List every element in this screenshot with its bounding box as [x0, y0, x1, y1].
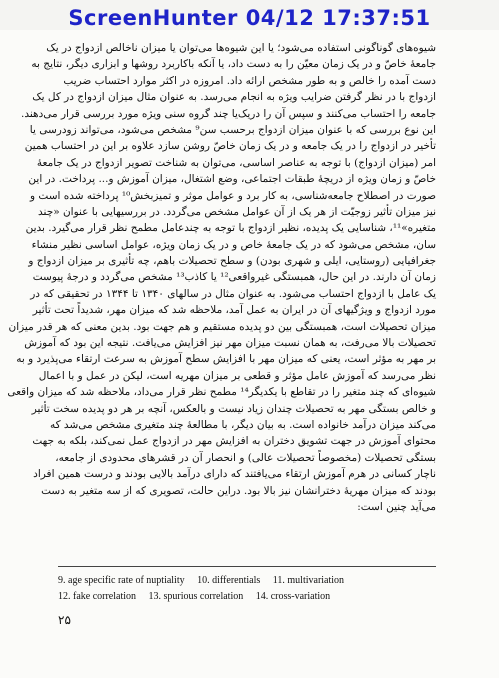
body-line: شیوه‌ای که چند متغیر را در تقاطع با یکدیگر¹⁴ مطمح نظر قرار می‌داد، ملاحظه شد که میزان واقعی — [7, 386, 436, 399]
body-line: شیوه‌های گوناگونی استفاده می‌شود؛ یا این شیوه‌ها می‌توان یا میزان ناخالص ازدواج در یک — [46, 42, 436, 54]
footnote-12: 12. fake correlation — [58, 591, 137, 602]
body-line: دست آمده را خالص و به طور مشخص ارائه داد. امروزه در اکثر موارد احتساب ضریب — [63, 74, 436, 87]
body-line: جغرافیایی (روستایی، ایلی و شهری بودن) و سطح تحصیلات باهم، چه تأثیری بر میزان ازدواج و — [28, 255, 436, 268]
body-line: می‌آید چنین است: — [357, 500, 436, 513]
footnote-11: 11. multivariation — [272, 575, 345, 586]
body-text — [7, 40, 436, 515]
body-line: می‌کند میزان درآمد خانواده است. به بیان دیگر، با مطالعهٔ چند متغیری مشخص می‌شد که — [49, 418, 436, 431]
footnote-divider — [58, 566, 436, 567]
body-line: بستگی تحصیلات (مخصوصاً تحصیلات عالی) و انحصار آن در قشرهای محدودی از جامعه، — [55, 451, 436, 464]
body-line: و خالص بستگی مهر به تحصیلات چندان زیاد نیست و بالعکس، آنچه بر هر دو پدیده سخت تأثیر — [31, 402, 436, 415]
body-line: میزان تحصیلات است، همبستگی بین دو پدیده مستقیم و هم جهت بود. بدین معنی که هر قدر میزان — [8, 320, 436, 333]
body-line: جامعه را احتساب می‌کنند و سپس آن را دریک‌یا چند گروه سنی ویژه مورد بررسی قرار می‌دهند. — [21, 107, 436, 120]
body-line: تأخیر در ازدواج را در یک جامعه و در یک زمان خاصّ روشن سازد علاوه بر این در احتساب همین — [24, 140, 436, 153]
footnote-13: 13. spurious correlation — [148, 591, 244, 602]
book-page — [0, 30, 499, 678]
body-line: بودند که میزان مهریهٔ دخترانشان نیز بالا بود. دراین حالت، تصویری که از سه متغیر به دست — [41, 484, 436, 497]
body-line: نظر می‌رسد که آموزش عامل مؤثر و قطعی بر میزان مهریه است، لیکن در عمل و با اعمال — [38, 369, 436, 382]
footnotes — [58, 573, 448, 605]
footnote-10: 10. differentials — [197, 575, 261, 586]
body-line: این نوع بررسی که با عنوان میزان ازدواج برحسب سن⁹ مشخص می‌شود، می‌تواند زودرسی یا — [29, 123, 436, 136]
body-line: تحصیلات بالا می‌رفت، به همان نسبت میزان مهر نیز افزایش می‌یافت. نتیجه این بود که آموزش — [24, 337, 436, 350]
body-line: یک عامل با ازدواج احتساب می‌شود. به عنوان مثال در سالهای ۱۳۴۰ تا ۱۳۴۴ در تحقیقی که در — [30, 287, 436, 300]
body-line: بر مهر به مؤثر است، یعنی که میزان مهر با افزایش سطح آموزش به سرعت ارتقاء می‌پذیرد و به — [16, 353, 436, 366]
body-line: سان، مشخص می‌شود که در یک جامعهٔ خاص و در یک زمان ویژه، عوامل اساسی نظیر منشاء — [31, 238, 436, 251]
footnote-row-2 — [58, 589, 448, 605]
body-line: ناچار کسانی در هرم آموزش ارتقاء می‌یافتند که دارای درآمد بالایی بودند و درست همین افراد — [33, 468, 436, 481]
body-line: محتوای آموزش در جهت تشویق دختران به افزایش مهر در ازدواج عمل نمی‌کند، بلکه به جهت — [32, 435, 436, 448]
body-line: صورت در اصطلاح جامعه‌شناسی، به کار برد و عوامل موثر و تمیزبخش¹⁰ پرداخته شده است و — [30, 189, 436, 202]
footnote-9: 9. age specific rate of nuptiality — [58, 575, 185, 586]
body-line: خاصّ و زمان ویژه از دریچهٔ طبقات اجتماعی، وضع اشتغال، میزان آموزش و... پرداخت. در این — [28, 173, 436, 186]
body-line: ازدواج با در نظر گرفتن ضرایب ویژه به انجام می‌رسد. به عنوان مثال میزان ازدواج در کل یک — [32, 91, 436, 104]
footnote-row-1 — [58, 573, 448, 589]
body-line: نیز میزان تأثیر زوجیّت از هر یک از آن عوامل مشخص می‌گردد. در بررسیهایی با عنوان «چند — [38, 205, 436, 218]
page-number: ۲۵ — [58, 613, 71, 627]
body-line: زمان آن دارند. در این حال، همبستگی غیرواقعی¹² یا کاذب¹³ مشخص می‌گردد و درجهٔ پیوست — [32, 271, 436, 284]
body-line: مورد ازدواج و ویژگیهای آن در ایران به عمل آمد، ملاحظه شد که میزان مهر، شدیداً تحت تأثیر — [32, 304, 436, 317]
screenhunter-watermark: ScreenHunter 04/12 17:37:51 — [68, 6, 431, 30]
body-line: متغیره»¹¹، شناسایی یک پدیده، نظیر ازدواج با توجه به چندعامل مطمح نظر قرار می‌گیرد. بدین — [25, 222, 436, 235]
footnote-14: 14. cross-variation — [255, 591, 331, 602]
body-line: جامعهٔ خاصّ و در یک زمان معیّن را به دست داد، یا آنکه باکاربرد روشها و ابزاری دیگر، نتایج به — [31, 58, 436, 71]
body-line: امر (میزان ازدواج) با توجه به عناصر اساسی، می‌توان به شناخت تصویر ازدواج در یک جامعهٔ — [36, 156, 436, 169]
